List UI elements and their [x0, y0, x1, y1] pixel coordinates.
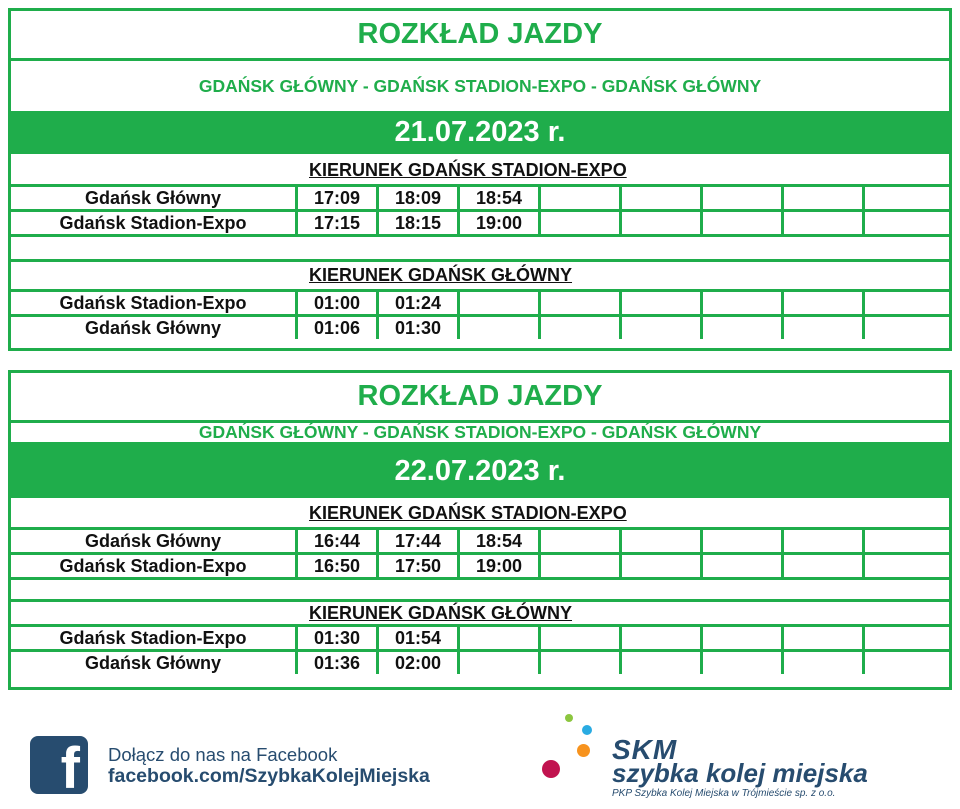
timetable-22-07 — [8, 370, 952, 690]
departure-time: 16:50 — [295, 555, 376, 577]
empty-cell — [619, 530, 700, 552]
direction-header — [11, 599, 949, 624]
table-row — [11, 649, 949, 674]
departure-time: 17:15 — [295, 212, 376, 234]
station-name: Gdańsk Stadion-Expo — [59, 293, 247, 313]
footer — [0, 700, 960, 809]
facebook-invite-text: Dołącz do nas na Facebook — [108, 744, 338, 765]
timetable-title: ROZKŁAD JAZDY — [11, 373, 949, 423]
station-name: Gdańsk Stadion-Expo — [59, 556, 247, 576]
empty-cell — [457, 652, 538, 674]
empty-cell — [862, 555, 943, 577]
empty-cell — [862, 292, 943, 314]
facebook-logo-icon[interactable]: f — [30, 736, 88, 794]
station-name: Gdańsk Główny — [84, 188, 222, 208]
brand-subtitle: szybka kolej miejska — [612, 758, 868, 788]
empty-cell — [619, 292, 700, 314]
departure-time: 01:54 — [376, 627, 457, 649]
empty-cell — [619, 652, 700, 674]
empty-cell — [781, 317, 862, 339]
departure-time: 18:09 — [376, 187, 457, 209]
brand-title: SKM — [612, 734, 678, 765]
departure-time: 01:06 — [295, 317, 376, 339]
empty-cell — [862, 212, 943, 234]
empty-cell — [538, 652, 619, 674]
table-row — [11, 314, 949, 339]
brand-company: PKP Szybka Kolej Miejska w Trójmieście sp. z o.o. — [612, 788, 836, 799]
station-name: Gdańsk Główny — [84, 318, 222, 338]
direction-header — [11, 154, 949, 184]
empty-cell — [781, 212, 862, 234]
departure-time: 02:00 — [376, 652, 457, 674]
station-name: Gdańsk Stadion-Expo — [59, 213, 247, 233]
empty-cell — [781, 555, 862, 577]
direction-label: KIERUNEK GDAŃSK GŁÓWNY — [309, 265, 573, 285]
empty-cell — [862, 317, 943, 339]
empty-cell — [538, 292, 619, 314]
direction-label: KIERUNEK GDAŃSK STADION-EXPO — [309, 160, 627, 180]
empty-cell — [700, 627, 781, 649]
timetable-21-07 — [8, 8, 952, 351]
table-row — [11, 624, 949, 649]
empty-cell — [781, 652, 862, 674]
empty-cell — [538, 555, 619, 577]
departure-time: 19:00 — [457, 555, 538, 577]
departure-time: 01:30 — [376, 317, 457, 339]
empty-cell — [457, 627, 538, 649]
empty-cell — [619, 212, 700, 234]
station-name: Gdańsk Główny — [84, 653, 222, 673]
direction-label: KIERUNEK GDAŃSK STADION-EXPO — [309, 503, 627, 523]
empty-cell — [700, 317, 781, 339]
table-row — [11, 527, 949, 552]
empty-cell — [700, 530, 781, 552]
departure-time: 17:09 — [295, 187, 376, 209]
direction-header — [11, 498, 949, 527]
date-band: 22.07.2023 r. — [11, 445, 949, 498]
departure-time: 18:54 — [457, 530, 538, 552]
empty-cell — [619, 627, 700, 649]
empty-cell — [781, 530, 862, 552]
date-band: 21.07.2023 r. — [11, 111, 949, 154]
blank-row — [11, 577, 949, 599]
direction-header — [11, 259, 949, 289]
departure-time: 01:30 — [295, 627, 376, 649]
empty-cell — [538, 187, 619, 209]
empty-cell — [538, 317, 619, 339]
departure-time: 18:54 — [457, 187, 538, 209]
empty-cell — [862, 187, 943, 209]
empty-cell — [619, 187, 700, 209]
table-row — [11, 552, 949, 577]
empty-cell — [700, 187, 781, 209]
departure-time: 01:24 — [376, 292, 457, 314]
table-row — [11, 289, 949, 314]
table-row — [11, 184, 949, 209]
empty-cell — [538, 530, 619, 552]
empty-cell — [862, 530, 943, 552]
facebook-link[interactable]: facebook.com/SzybkaKolejMiejska — [108, 765, 430, 787]
empty-cell — [700, 555, 781, 577]
departure-time: 19:00 — [457, 212, 538, 234]
departure-time: 17:50 — [376, 555, 457, 577]
timetable-title: ROZKŁAD JAZDY — [11, 11, 949, 61]
empty-cell — [700, 292, 781, 314]
departure-time: 18:15 — [376, 212, 457, 234]
empty-cell — [781, 292, 862, 314]
empty-cell — [457, 292, 538, 314]
station-name: Gdańsk Główny — [84, 531, 222, 551]
blank-row — [11, 234, 949, 259]
empty-cell — [457, 317, 538, 339]
empty-cell — [700, 652, 781, 674]
table-row — [11, 209, 949, 234]
route-label: GDAŃSK GŁÓWNY - GDAŃSK STADION-EXPO - GDAŃSK GŁÓWNY — [11, 423, 949, 445]
departure-time: 17:44 — [376, 530, 457, 552]
empty-cell — [862, 652, 943, 674]
station-name: Gdańsk Stadion-Expo — [59, 628, 247, 648]
empty-cell — [781, 627, 862, 649]
departure-time: 01:00 — [295, 292, 376, 314]
route-label: GDAŃSK GŁÓWNY - GDAŃSK STADION-EXPO - GDAŃSK GŁÓWNY — [198, 75, 762, 96]
empty-cell — [781, 187, 862, 209]
departure-time: 01:36 — [295, 652, 376, 674]
direction-label: KIERUNEK GDAŃSK GŁÓWNY — [309, 603, 573, 623]
empty-cell — [538, 212, 619, 234]
empty-cell — [862, 627, 943, 649]
empty-cell — [538, 627, 619, 649]
departure-time: 16:44 — [295, 530, 376, 552]
empty-cell — [619, 317, 700, 339]
empty-cell — [619, 555, 700, 577]
empty-cell — [700, 212, 781, 234]
